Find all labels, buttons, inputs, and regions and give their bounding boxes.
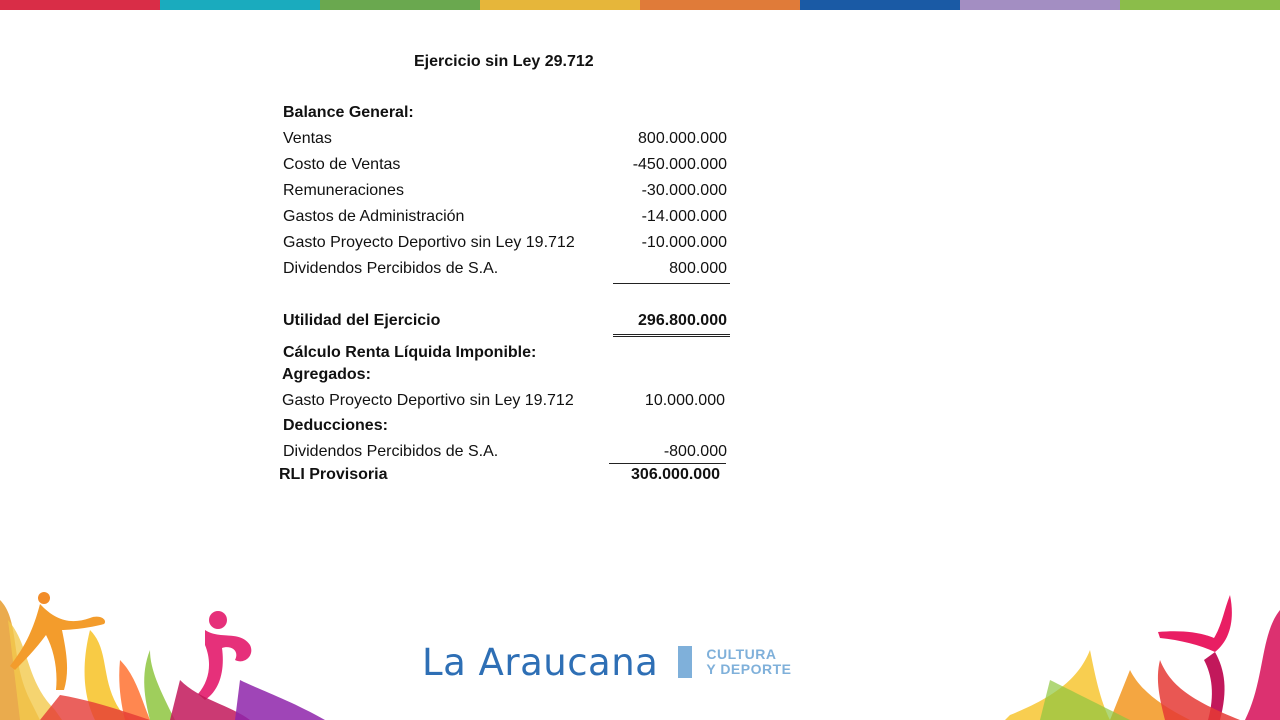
total-row	[279, 466, 726, 488]
row-label: Gasto Proyecto Deportivo sin Ley 19.712	[283, 234, 575, 251]
agregados-heading: Agregados:	[282, 366, 371, 383]
row-value: -450.000.000	[632, 156, 727, 173]
total-label: Utilidad del Ejercicio	[283, 312, 441, 329]
subtotal-rule	[609, 463, 726, 464]
row-value: -14.000.000	[641, 208, 727, 225]
double-underline	[613, 334, 730, 337]
table-row	[283, 260, 730, 282]
table-row	[283, 130, 730, 152]
row-label: Gastos de Administración	[283, 208, 465, 225]
table-row	[283, 443, 730, 465]
row-value: 10.000.000	[644, 392, 725, 409]
table-row	[283, 208, 730, 230]
balance-heading-row	[283, 104, 730, 126]
brand-logo	[422, 640, 792, 684]
balance-heading: Balance General:	[283, 104, 414, 121]
stripe-red	[0, 0, 160, 10]
row-label: Remuneraciones	[283, 182, 404, 199]
rli-heading: Cálculo Renta Líquida Imponible:	[283, 344, 537, 361]
row-label: Costo de Ventas	[283, 156, 401, 173]
row-value: 800.000	[669, 260, 727, 277]
row-value: -10.000.000	[641, 234, 727, 251]
stripe-yellow	[480, 0, 640, 10]
row-label: Dividendos Percibidos de S.A.	[283, 260, 499, 277]
deducciones-heading: Deducciones:	[283, 417, 388, 434]
table-row	[283, 156, 730, 178]
top-color-stripe	[0, 0, 1280, 10]
dancers-illustration-icon	[0, 590, 330, 720]
deducciones-heading-row	[283, 417, 730, 439]
table-row	[283, 182, 730, 204]
dancer-illustration-icon	[990, 590, 1280, 720]
row-value: -30.000.000	[641, 182, 727, 199]
brand-sub-line2: Y DEPORTE	[706, 661, 792, 677]
stripe-lilac	[960, 0, 1120, 10]
brand-name: La Araucana	[422, 640, 659, 684]
brand-subtitle	[706, 647, 791, 677]
stripe-blue	[800, 0, 960, 10]
brand-sub-line1: CULTURA	[706, 646, 777, 662]
brand-divider	[678, 646, 692, 678]
table-row	[283, 234, 730, 256]
row-value: -800.000	[663, 443, 727, 460]
stripe-orange	[640, 0, 800, 10]
rli-total-value: 306.000.000	[631, 466, 720, 483]
rli-total-label: RLI Provisoria	[279, 466, 388, 483]
agregados-heading-row	[282, 366, 729, 388]
stripe-teal	[160, 0, 320, 10]
row-label: Gasto Proyecto Deportivo sin Ley 19.712	[282, 392, 574, 409]
stripe-green	[320, 0, 480, 10]
row-label: Ventas	[283, 130, 332, 147]
total-value: 296.800.000	[638, 312, 727, 329]
page-title: Ejercicio sin Ley 29.712	[414, 53, 594, 70]
total-row	[283, 312, 730, 334]
stripe-lime	[1120, 0, 1280, 10]
subtotal-rule	[613, 283, 730, 284]
table-row	[282, 392, 729, 414]
row-value: 800.000.000	[638, 130, 727, 147]
rli-heading-row	[283, 344, 730, 366]
row-label: Dividendos Percibidos de S.A.	[283, 443, 499, 460]
